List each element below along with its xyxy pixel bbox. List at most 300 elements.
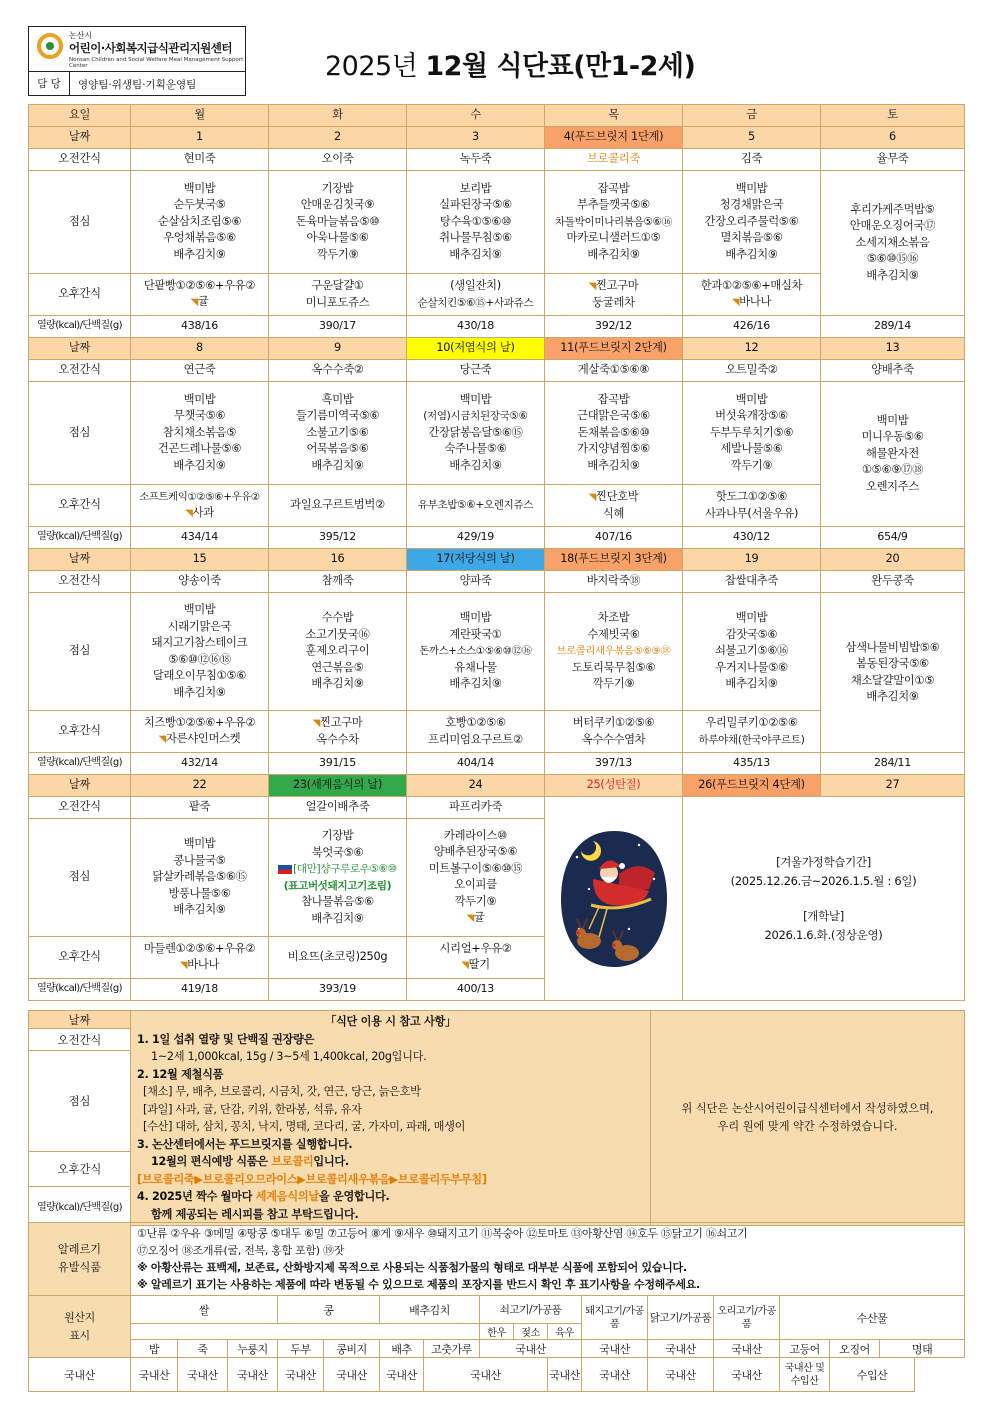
snack-item: 마들렌①②⑤⑥+우유②	[143, 941, 256, 955]
dish: 배추김치⑨	[449, 458, 502, 472]
dish: 간장오리주물럭⑤⑥	[704, 214, 799, 228]
date-cell: 19	[683, 549, 821, 571]
am-snack: 참깨죽	[269, 571, 407, 593]
dish: 방풍나물⑤⑥	[168, 886, 231, 900]
snack-item: 단팥빵①②⑤⑥+우유②	[143, 278, 256, 292]
page-title	[325, 44, 695, 83]
dish: 미트볼구이⑤⑥⑩⑮	[428, 861, 523, 875]
allergy-list	[131, 1223, 965, 1296]
am-snack: 옥수수죽②	[269, 360, 407, 382]
dish: 두부두루치기⑤⑥	[709, 425, 794, 439]
lunch-menu	[269, 171, 407, 274]
date-cell-low-salt-day: 10(저염식의 날)	[407, 338, 545, 360]
date-cell-food-bridge: 4(푸드브릿지 1단계)	[545, 127, 683, 149]
dish: 배추김치⑨	[173, 903, 226, 917]
manager-value: 영양팀·위생팀·기획운영팀	[78, 78, 197, 91]
dish: 양배추된장국⑤⑥	[433, 845, 518, 858]
dish: 근대맑은국⑤⑥	[577, 409, 650, 423]
dish: 오이피클	[454, 878, 497, 891]
am-snack: 팥죽	[131, 797, 269, 819]
dish: 잡곡밥	[597, 392, 630, 406]
beef-sub-hanwoo: 한우	[480, 1324, 514, 1340]
origin-item: 배추	[380, 1340, 424, 1358]
dish: 배추김치⑨	[449, 677, 502, 691]
am-snack: 양배추죽	[821, 360, 965, 382]
calorie-value: 397/13	[545, 753, 683, 775]
pm-snack	[131, 274, 269, 316]
weekday-sat: 토	[821, 105, 965, 127]
origin-value: 국내산	[29, 1358, 131, 1392]
dish: ⑤⑥⑩⑫⑯⑱	[168, 652, 231, 666]
dish: 돈까스+소스①⑤⑥⑩⑫⑯	[419, 645, 532, 658]
dish: 차조밥	[597, 611, 630, 625]
notes-heading: 「식단 이용 시 참고 사항」	[325, 1015, 456, 1028]
snack-item: 하루야채(한국야쿠르트)	[698, 733, 805, 746]
calorie-value: 654/9	[821, 527, 965, 549]
weekday-wed: 수	[407, 105, 545, 127]
dish: 배추김치⑨	[587, 458, 640, 472]
dish: 어묵볶음⑤⑥	[306, 442, 369, 456]
origin-item: 국내산	[480, 1340, 582, 1358]
date-cell: 24	[407, 775, 545, 797]
author-note-line: 우리 원에 맞게 약간 수정하였습니다.	[717, 1120, 898, 1133]
calorie-value: 430/12	[683, 527, 821, 549]
dish: ◥귤	[466, 911, 485, 924]
snack-item: 호빵①②⑤⑥	[445, 716, 506, 729]
origin-item: 고등어	[780, 1340, 830, 1358]
center-logo-icon	[37, 33, 63, 59]
pm-snack	[269, 937, 407, 979]
origin-item: 고춧가루	[424, 1340, 480, 1358]
calorie-value: 393/19	[269, 979, 407, 1001]
dish: 연근볶음⑤	[311, 660, 364, 674]
dish: 백미밥	[876, 413, 909, 427]
date-cell: 12	[683, 338, 821, 360]
pm-snack-label: 오후간식	[29, 274, 131, 316]
dish: 콩나물국⑤	[173, 853, 226, 867]
dish: 배추김치⑨	[173, 458, 226, 472]
dish: 순살삼치조림⑤⑥	[157, 214, 242, 228]
am-snack-label: 오전간식	[29, 797, 131, 819]
dish: 배추김치⑨	[449, 247, 502, 261]
snack-item: ◥딸기	[461, 958, 490, 971]
dish: 들기름미역국⑤⑥	[295, 409, 380, 423]
dish: 쇠불고기⑤⑥⑯	[714, 644, 789, 658]
lunch-menu	[545, 382, 683, 485]
lunch-menu	[407, 382, 545, 485]
dish: 백미밥	[183, 392, 216, 406]
date-cell-food-bridge: 11(푸드브릿지 2단계)	[545, 338, 683, 360]
am-snack: 바지락죽⑱	[545, 571, 683, 593]
origin-value: 국내산	[324, 1358, 380, 1392]
pm-snack-label: 오후간식	[29, 937, 131, 979]
dish: 수수밥	[321, 611, 354, 625]
pm-snack	[269, 485, 407, 527]
dish: 깍두기⑨	[454, 894, 497, 908]
snack-item: 한과①②⑤⑥+매실차	[700, 278, 803, 292]
notes-table	[28, 1010, 965, 1226]
origin-group-beef: 쇠고기/가공품	[480, 1296, 582, 1324]
date-cell: 9	[269, 338, 407, 360]
dish: ⑤⑥⑩⑮⑯	[866, 252, 919, 266]
snack-item: 사과나무(서울우유)	[704, 506, 799, 520]
leaf-icon: ◥	[588, 280, 596, 292]
leaf-icon: ◥	[185, 508, 193, 519]
calorie-label: 열량(kcal)/단백질(g)	[29, 1186, 131, 1224]
allergy-note: ※ 알레르기 표기는 사용하는 제품에 따라 변동될 수 있으므로 제품의 포장지를 반드시 확인 후 표기사항을 수정해주세요.	[137, 1278, 700, 1291]
dish: 시래기맑은국	[167, 619, 232, 633]
note-line-food-bridge: [브로콜리죽▶브로콜리오므라이스▶브로콜리새우볶음▶브로콜리두부무침]	[137, 1172, 487, 1186]
date-label: 날짜	[29, 1011, 131, 1029]
snack-item: ◥찐고구마	[312, 715, 363, 729]
dish: 간장닭봉음달⑤⑥⑮	[428, 425, 523, 439]
origin-value: 국내산 및 수입산	[780, 1358, 830, 1392]
dish: 훈제오리구이	[305, 644, 370, 658]
calorie-value: 391/15	[269, 753, 407, 775]
date-cell: 15	[131, 549, 269, 571]
lunch-menu	[407, 819, 545, 937]
logo-city: 논산시	[69, 31, 93, 40]
lunch-menu	[545, 593, 683, 711]
lunch-menu	[131, 171, 269, 274]
dish: 돈채볶음⑤⑥⑩	[577, 425, 650, 439]
am-snack: 오트밀죽②	[683, 360, 821, 382]
date-cell: 5	[683, 127, 821, 149]
dish: 돼지고기참스테이크	[151, 636, 248, 649]
date-label: 날짜	[29, 775, 131, 797]
snack-item: 비요뜨(초코링)250g	[287, 950, 388, 964]
dish: 백미밥	[735, 392, 768, 406]
dish: 실파된장국⑤⑥	[439, 198, 512, 212]
dish: 백미밥	[183, 181, 216, 195]
lunch-menu	[407, 171, 545, 274]
title-year: 2025년	[325, 51, 418, 82]
dish: 북엇국⑤⑥	[311, 845, 364, 859]
origin-item: 국내산	[582, 1340, 648, 1358]
weekly-menu-table	[28, 104, 965, 1001]
allergy-line: ①난류 ②우유 ③메밀 ④땅콩 ⑤대두 ⑥밀 ⑦고등어 ⑧게 ⑨새우 ⑩돼지고기 ⑪복숭아 ⑫토마토 ⑬아황산염 ⑭호두 ⑮닭고기 ⑯쇠고기	[137, 1227, 748, 1240]
dish: 백미밥	[735, 611, 768, 625]
school-reopen-date: 2026.1.6.화.(정상운영)	[764, 927, 883, 942]
pm-snack	[683, 711, 821, 753]
dish: 흑미밥	[321, 392, 354, 406]
am-snack-label: 오전간식	[29, 360, 131, 382]
dish: 가지양념찜⑤⑥	[577, 442, 650, 456]
snack-item: ◥찐고구마	[588, 278, 639, 292]
dish: 닭살카레볶음⑤⑥⑮	[152, 870, 247, 884]
lunch-menu	[269, 819, 407, 937]
snack-item: 버터쿠키①②⑤⑥	[572, 716, 655, 729]
dish: 잡곡밥	[597, 181, 630, 195]
dish: 배추김치⑨	[725, 677, 778, 691]
note-line: 4. 2025년 짝수 월마다 세계음식의날을 운영합니다.	[137, 1190, 390, 1203]
allergy-label: 알레르기 유발식품	[29, 1223, 131, 1296]
dish: 유채나물	[454, 660, 497, 674]
dish: 깍두기⑨	[592, 677, 635, 691]
dish: 부추들깻국⑤⑥	[577, 198, 650, 212]
origin-label: 원산지 표시	[29, 1296, 131, 1358]
note-line: 3. 논산센터에서는 푸드브릿지를 실행합니다.	[137, 1137, 353, 1151]
am-snack: 찹쌀대추죽	[683, 571, 821, 593]
dish: 배추김치⑨	[311, 458, 364, 472]
center-logo-box	[28, 26, 246, 96]
dish: 배추김치⑨	[725, 247, 778, 261]
snack-item: 구운달걀①	[311, 279, 364, 292]
calorie-label: 열량(kcal)/단백질(g)	[29, 527, 131, 549]
title-main: 12월 식단표(만1-2세)	[425, 51, 696, 82]
dish: 안매운김칫국⑨	[300, 198, 375, 212]
date-cell-christmas: 25(성탄절)	[545, 775, 683, 797]
am-snack: 현미죽	[131, 149, 269, 171]
calorie-value: 392/12	[545, 316, 683, 338]
origin-item: 오징어	[830, 1340, 880, 1358]
winter-break-period: (2025.12.26.금~2026.1.5.월 : 6일)	[730, 873, 917, 888]
dish: 돈육마늘볶음⑤⑩	[295, 214, 380, 228]
dish: 멸치볶음⑤⑥	[720, 231, 783, 245]
origin-item: 죽	[178, 1340, 228, 1358]
date-cell-world-food-day: 23(세계음식의 날)	[269, 775, 407, 797]
lunch-menu	[683, 593, 821, 711]
school-reopen-title: [개학날]	[803, 908, 844, 923]
date-cell: 22	[131, 775, 269, 797]
am-snack: 녹두죽	[407, 149, 545, 171]
dish: 배추김치⑨	[311, 677, 364, 691]
origin-item: 콩비지	[324, 1340, 380, 1358]
calorie-value: 432/14	[131, 753, 269, 775]
date-cell: 16	[269, 549, 407, 571]
dish: 수제빗국⑥	[587, 627, 640, 641]
snack-item: 둥굴레차	[592, 296, 635, 309]
origin-item: 두부	[278, 1340, 324, 1358]
dish: 백미밥	[735, 181, 768, 195]
pm-snack	[131, 711, 269, 753]
origin-value: 국내산	[278, 1358, 324, 1392]
date-cell-food-bridge: 18(푸드브릿지 3단계)	[545, 549, 683, 571]
origin-group-duck: 오리고기/가공품	[714, 1296, 780, 1340]
date-cell: 13	[821, 338, 965, 360]
snack-item: 유부초밥⑤⑥+오렌지쥬스	[417, 499, 534, 512]
winter-break-notice	[683, 797, 965, 1001]
saturday-menu	[821, 593, 965, 753]
origin-group-chicken: 닭고기/가공품	[648, 1296, 714, 1340]
origin-item: 국내산	[714, 1340, 780, 1358]
dish-highlight: 브로콜리새우볶음⑤⑥⑨⑱	[556, 645, 671, 658]
dish: 미니우동⑤⑥	[861, 430, 924, 444]
dish: 배추김치⑨	[866, 268, 919, 282]
origin-spacer	[131, 1324, 480, 1340]
origin-table	[28, 1295, 965, 1392]
dish: 배추김치⑨	[311, 911, 364, 925]
dish: 백미밥	[459, 611, 492, 625]
dish: 후리가케주먹밥⑤	[850, 202, 935, 216]
dish: 백미밥	[183, 603, 216, 616]
origin-group-bean: 콩	[278, 1296, 380, 1324]
dish: 배추김치⑨	[173, 247, 226, 261]
snack-item: 순살치킨⑤⑥⑮+사과쥬스	[417, 296, 534, 309]
origin-value: 국내산	[131, 1358, 178, 1392]
lunch-menu	[131, 382, 269, 485]
calorie-value: 430/18	[407, 316, 545, 338]
dish: 순두붓국⑤	[173, 198, 226, 212]
note-line: [채소] 무, 배추, 브로콜리, 시금치, 갓, 연근, 당근, 늙은호박	[143, 1085, 421, 1098]
pm-snack	[545, 485, 683, 527]
dish-world-food: [대만]샹구루로우⑤⑥⑩	[269, 861, 406, 878]
dish: 배추김치⑨	[587, 247, 640, 261]
dish: 건곤드레나물⑤⑥	[157, 442, 242, 456]
dish: 계란팟국①	[449, 627, 502, 641]
pm-snack	[407, 711, 545, 753]
leaf-icon: ◥	[461, 960, 469, 971]
am-snack: 게살죽①⑤⑥⑧	[545, 360, 683, 382]
note-line: 1~2세 1,000kcal, 15g / 3~5세 1,400kcal, 20g입니다.	[151, 1050, 427, 1063]
logo-center-name: 어린이·사회복지급식관리지원센터	[69, 41, 233, 55]
dish: 청경채맑은국	[719, 198, 784, 212]
dish: 깍두기⑨	[730, 458, 773, 472]
am-snack: 연근죽	[131, 360, 269, 382]
date-label: 날짜	[29, 338, 131, 360]
lunch-menu	[131, 819, 269, 937]
christmas-illustration-cell	[545, 797, 683, 1001]
note-line: 12월의 편식예방 식품은 브로콜리입니다.	[151, 1155, 349, 1168]
dish: 숙주나물⑤⑥	[444, 442, 507, 456]
lunch-menu	[683, 382, 821, 485]
taiwan-flag-icon	[278, 865, 292, 874]
pm-snack-label: 오후간식	[29, 711, 131, 753]
am-snack: 파프리카죽	[407, 797, 545, 819]
weekday-label: 요일	[29, 105, 131, 127]
leaf-icon: ◥	[466, 913, 474, 924]
snack-item: ◥사과	[185, 506, 214, 519]
lunch-label: 점심	[29, 819, 131, 937]
am-snack-label: 오전간식	[29, 1029, 131, 1051]
snack-item: ◥바나나	[179, 958, 220, 971]
calorie-label: 열량(kcal)/단백질(g)	[29, 316, 131, 338]
dish: 마카로니샐러드①⑤	[566, 231, 661, 245]
origin-value: 국내산	[228, 1358, 278, 1392]
logo-english-name: Nonsan Children and Social Welfare Meal Management Support Center	[69, 57, 244, 69]
calorie-value: 426/16	[683, 316, 821, 338]
dish: 우거지나물⑤⑥	[715, 660, 788, 674]
am-snack: 오이죽	[269, 149, 407, 171]
dish: 도토리묵무침⑤⑥	[571, 660, 656, 674]
am-snack: 양파죽	[407, 571, 545, 593]
dish: 오렌지주스	[865, 479, 920, 493]
pm-snack	[131, 937, 269, 979]
weekday-tue: 화	[269, 105, 407, 127]
usage-notes	[131, 1011, 651, 1226]
dish: 배추김치⑨	[173, 685, 226, 699]
dish: 기장밥	[321, 181, 354, 195]
calorie-value: 390/17	[269, 316, 407, 338]
origin-group-pork: 돼지고기/가공품	[582, 1296, 648, 1340]
pm-snack	[407, 485, 545, 527]
beef-sub-beef: 육우	[548, 1324, 582, 1340]
weekday-mon: 월	[131, 105, 269, 127]
calorie-value: 429/19	[407, 527, 545, 549]
snack-item: 치즈빵①②⑤⑥+우유②	[143, 715, 256, 729]
dish: ①⑤⑥⑨⑰⑱	[861, 463, 924, 477]
snack-item: 미니포도쥬스	[305, 295, 370, 309]
dish: 달래오이무침①⑤⑥	[152, 669, 247, 682]
pm-snack	[269, 711, 407, 753]
allergy-note: ※ 아황산류는 표백제, 보존료, 산화방지제 목적으로 사용되는 식품첨가물의 형태로 대부분 식품에 포함되어 있습니다.	[137, 1261, 687, 1274]
am-snack: 김죽	[683, 149, 821, 171]
leaf-icon: ◥	[190, 297, 198, 308]
date-cell: 1	[131, 127, 269, 149]
origin-value: 국내산	[424, 1358, 548, 1392]
am-snack: 완두콩죽	[821, 571, 965, 593]
snack-item: 식혜	[602, 507, 625, 520]
weekday-thu: 목	[545, 105, 683, 127]
dish: 버섯육개장⑤⑥	[715, 409, 788, 423]
date-cell-low-sugar-day: 17(저당식의 날)	[407, 549, 545, 571]
date-label: 날짜	[29, 549, 131, 571]
saturday-menu	[821, 382, 965, 527]
am-snack: 당근죽	[407, 360, 545, 382]
pm-snack-label: 오후간식	[29, 485, 131, 527]
date-cell: 3	[407, 127, 545, 149]
calorie-value: 434/14	[131, 527, 269, 549]
dish: 아욱나물⑤⑥	[306, 231, 369, 245]
dish: 채소달걀말이①⑤	[850, 673, 935, 687]
lunch-menu	[683, 171, 821, 274]
origin-value: 국내산	[714, 1358, 780, 1392]
pm-snack	[683, 274, 821, 316]
lunch-label: 점심	[29, 382, 131, 485]
origin-item: 밥	[131, 1340, 178, 1358]
origin-value: 국내산	[380, 1358, 424, 1392]
origin-value: 국내산	[178, 1358, 228, 1392]
dish: 우엉채볶음⑤⑥	[163, 231, 236, 245]
date-label: 날짜	[29, 127, 131, 149]
calorie-value: 438/16	[131, 316, 269, 338]
lunch-label: 점심	[29, 171, 131, 274]
pm-snack	[269, 274, 407, 316]
origin-group-rice: 쌀	[131, 1296, 278, 1324]
note-line: 함께 제공되는 레시피를 참고 부탁드립니다.	[151, 1207, 359, 1221]
note-line: [수산] 대하, 삼치, 꽁치, 낙지, 명태, 코다리, 굴, 가자미, 파래, 매생이	[143, 1120, 466, 1133]
dish: 취나물무침⑤⑥	[439, 231, 512, 245]
calorie-value: 395/12	[269, 527, 407, 549]
leaf-icon: ◥	[158, 734, 167, 745]
dish: 소세지채소볶음	[855, 235, 930, 249]
author-note	[651, 1011, 965, 1226]
dish: 참나물볶음⑤⑥	[301, 895, 374, 908]
allergy-line: ⑰오징어 ⑱조개류(굴, 전복, 홍합 포함) ⑲잣	[137, 1244, 345, 1257]
leaf-icon: ◥	[588, 491, 596, 503]
leaf-icon: ◥	[179, 960, 188, 971]
dish: 카레라이스⑩	[444, 828, 507, 842]
pm-snack-label: 오후간식	[29, 1152, 131, 1186]
dish: 배추김치⑨	[866, 690, 919, 703]
leaf-icon: ◥	[731, 297, 740, 308]
origin-group-seafood: 수산물	[780, 1296, 965, 1340]
am-snack: 양송이죽	[131, 571, 269, 593]
snack-item: 시리얼+우유②	[439, 941, 512, 955]
saturday-menu	[821, 171, 965, 316]
pm-snack	[407, 937, 545, 979]
allergy-table	[28, 1222, 965, 1296]
date-cell: 27	[821, 775, 965, 797]
lunch-menu	[131, 593, 269, 711]
weekday-fri: 금	[683, 105, 821, 127]
snack-item: (생일잔치)	[450, 279, 501, 292]
lunch-label: 점심	[29, 593, 131, 711]
calorie-value: 407/16	[545, 527, 683, 549]
beef-sub-dairy: 젖소	[514, 1324, 548, 1340]
am-snack: 율무죽	[821, 149, 965, 171]
lunch-menu	[269, 382, 407, 485]
